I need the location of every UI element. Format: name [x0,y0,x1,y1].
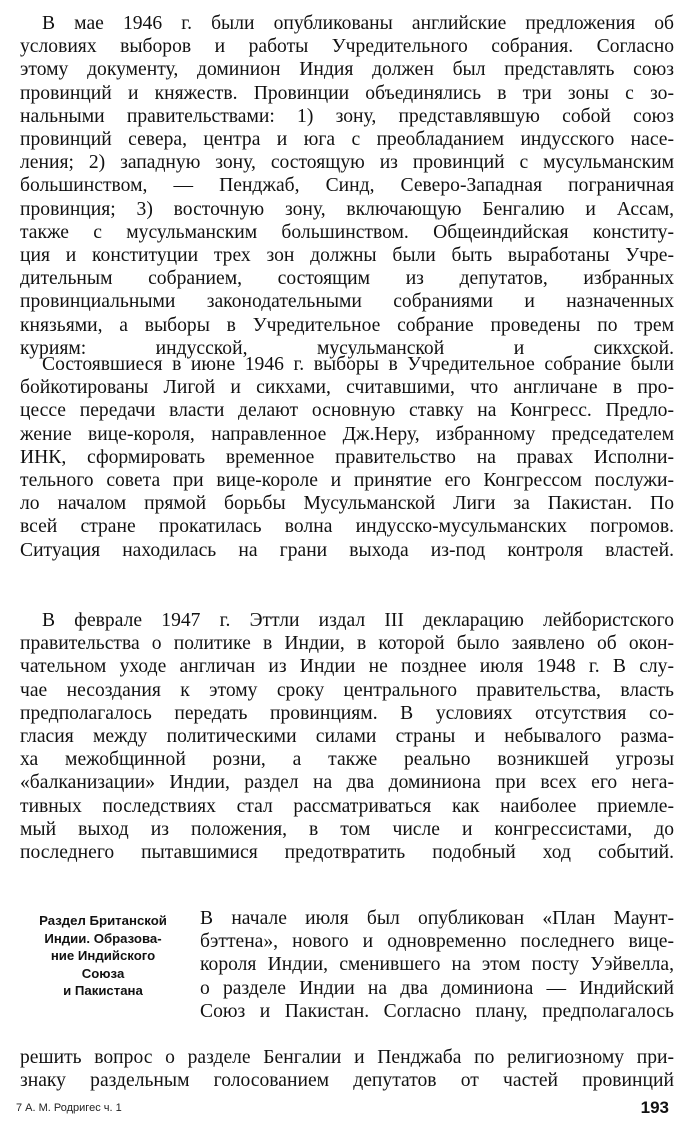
text-line: короля Индии, сменившего на этом посту Уэйвелла, [200,954,674,976]
side-heading-line: Союза [81,965,125,981]
side-heading-line: ние Индийского [50,948,156,964]
text-line: В мае 1946 г. были опубликованы английские предложения об [42,13,674,34]
section-side-heading [16,912,190,1000]
text-line: решить вопрос о разделе Бенгалии и Пенджаба по религиозному при- [20,1047,674,1068]
text-line: провинций и княжеств. Провинции объединялись в три зоны с зо- [20,82,674,104]
text-line: чае несоздания к этому сроку центрального правительства, власть [20,679,674,701]
text-line: также с мусульманским большинством. Общеиндийская конститу- [20,221,674,243]
text-line: ления; 2) западную зону, состоящую из провинций с мусульманским [20,152,674,174]
text-line: Ситуация находилась на грани выхода из-под контроля властей. [20,539,674,561]
paragraph-elections-boycott [20,353,674,562]
text-line: В начале июля был опубликован «План Маунт- [200,908,674,929]
signature-mark: 7 А. М. Родригес ч. 1 [16,1102,122,1114]
text-line: куриям: индусской, мусульманской и сикхской. [20,337,674,359]
paragraph-mountbatten-plan-intro [200,907,674,1023]
text-line: условиях выборов и работы Учредительного собрания. Согласно [20,36,674,58]
text-line: чательном уходе англичан из Индии не позднее июля 1948 г. В слу- [20,656,674,678]
paragraph-mountbatten-plan-continued [20,1046,674,1092]
page-number: 193 [640,1098,669,1117]
text-line: Союз и Пакистан. Согласно плану, предполагалось [200,1000,674,1022]
paragraph-elections-proposal [20,12,674,360]
text-line: мый выход из положения, в том числе и конгрессистами, до [20,818,674,840]
text-line: ло началом прямой борьбы Мусульманской Лиги за Пакистан. По [20,493,674,515]
text-line: этому документу, доминион Индия должен был представлять союз [20,59,674,81]
text-line: жение вице-короля, направленное Дж.Неру, избранному председателем [20,423,674,445]
text-line: провинция; 3) восточную зону, включающую Бенгалию и Ассам, [20,198,674,220]
text-line: гласия между политическими силами страны и небывалого разма- [20,726,674,748]
text-line: нальными правительствами: 1) зону, представлявшую собой союз [20,105,674,127]
text-line: знаку раздельным голосованием депутатов от частей провинций [20,1070,674,1092]
text-line: провинций севера, центра и юга с преобладанием индусского насе- [20,129,674,151]
text-line: В феврале 1947 г. Эттли издал III декларацию лейбористского [42,610,674,631]
text-line: дительным собранием, состоящим из депутатов, избранных [20,268,674,290]
text-line: о разделе Индии на два доминиона — Индийский [200,977,674,999]
text-line: всей стране прокатилась волна индусско-мусульманских погромов. [20,516,674,538]
text-line: правительства о политике в Индии, в которой было заявлено об окон- [20,633,674,655]
text-line: провинциальными законодательными собраниями и назначенных [20,291,674,313]
text-line: тивных последствиях стал рассматриваться как наиболее приемле- [20,795,674,817]
text-line: князьями, а выборы в Учредительное собрание проведены по трем [20,314,674,336]
text-line: цессе передачи власти делают основную ставку на Конгресс. Предло- [20,400,674,422]
side-heading-line: Индии. Образова- [44,930,162,946]
text-line: тельного совета при вице-короле и принятие его Конгрессом послужи- [20,470,674,492]
text-line: большинством, — Пенджаб, Синд, Северо-Западная пограничная [20,175,674,197]
text-line: последнего пытавшимися предотвратить подобный ход событий. [20,842,674,864]
side-heading-line: и Пакистана [63,983,143,999]
text-line: «балканизации» Индии, раздел на два доминиона при всех его нега- [20,772,674,794]
paragraph-attlee-declaration [20,609,674,864]
text-line: бойкотированы Лигой и сикхами, считавшими, что англичане в про- [20,377,674,399]
text-line: предполагалось передать провинциям. В условиях отсутствия со- [20,702,674,724]
text-line: ха межобщинной розни, а также реально возникшей угрозы [20,749,674,771]
side-heading-line: Раздел Британской [39,913,167,928]
text-line: Состоявшиеся в июне 1946 г. выборы в Учредительное собрание были [42,354,674,375]
text-line: ция и конституции трех зон должны были быть выработаны Учре- [20,245,674,267]
text-line: бэттена», нового и одновременно последнего вице- [200,931,674,953]
text-line: ИНК, сформировать временное правительство на правах Исполни- [20,446,674,468]
